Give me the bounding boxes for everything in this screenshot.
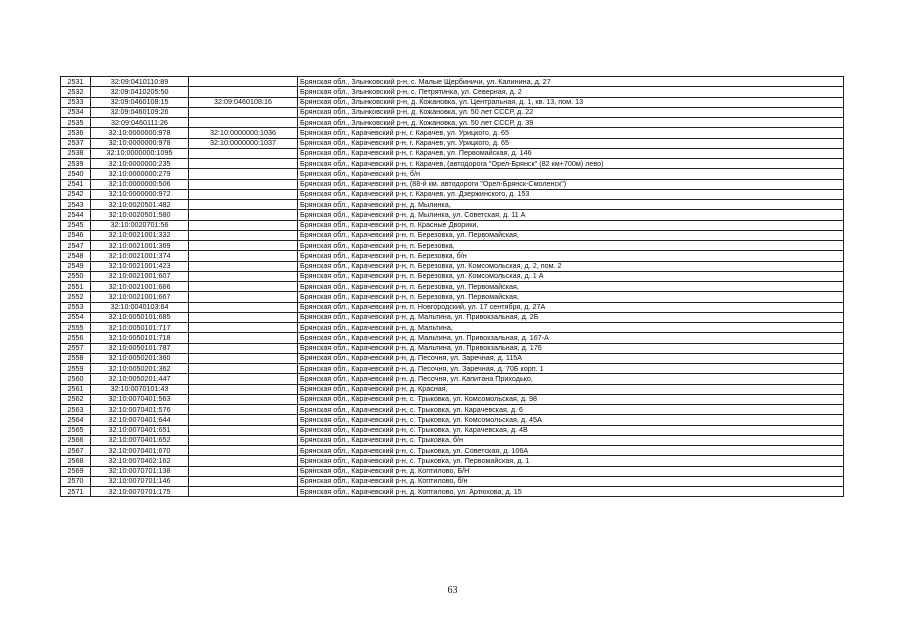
table-row: [61, 97, 844, 107]
row-number-cell: 2567: [61, 446, 91, 456]
table-row: [61, 261, 844, 271]
row-number-cell: 2565: [61, 425, 91, 435]
address-cell: Брянская обл., Карачевский р-н, (88-й км. автодороги "Орел-Брянск-Смоленск"): [298, 179, 844, 189]
cadastral-number-cell: 32:10:0040103:64: [91, 302, 189, 312]
cadastral-number-cell: 32:10:0050101:718: [91, 333, 189, 343]
cadastral-number-cell: 32:10:0050101:717: [91, 323, 189, 333]
cadastral-number-cell: 32:10:0021001:607: [91, 271, 189, 281]
table-row: [61, 323, 844, 333]
parent-cadastral-number-cell: [189, 394, 298, 404]
table-row: [61, 200, 844, 210]
address-cell: Брянская обл., Карачевский р-н, д. Мылинка, ул. Советская, д. 11 А: [298, 210, 844, 220]
address-cell: Брянская обл., Карачевский р-н, с. Трыковка, б/н: [298, 435, 844, 445]
address-cell: Брянская обл., Злынковский р-н, с. Петрятинка, ул. Северная, д. 2: [298, 87, 844, 97]
address-cell: Брянская обл., Карачевский р-н, с. Трыковка, ул. Комсомольская, д. 98: [298, 394, 844, 404]
cadastral-number-cell: 32:10:0070401:576: [91, 405, 189, 415]
address-cell: Брянская обл., Карачевский р-н, б/н: [298, 169, 844, 179]
row-number-cell: 2552: [61, 292, 91, 302]
address-cell: Брянская обл., Карачевский р-н, г. Карачев, ул. Дзержинского, д. 153: [298, 189, 844, 199]
page-number: 63: [447, 585, 458, 596]
table-row: [61, 77, 844, 87]
address-cell: Брянская обл., Карачевский р-н, п. Березовка, ул. Первомайская,: [298, 230, 844, 240]
parent-cadastral-number-cell: [189, 364, 298, 374]
cadastral-number-cell: 32:10:0021001:369: [91, 241, 189, 251]
cadastral-number-cell: 32:10:0070701:138: [91, 466, 189, 476]
table-row: [61, 466, 844, 476]
cadastral-number-cell: 32:10:0070101:43: [91, 384, 189, 394]
table-row: [61, 394, 844, 404]
row-number-cell: 2553: [61, 302, 91, 312]
cadastral-number-cell: 32:10:0070402:162: [91, 456, 189, 466]
parent-cadastral-number-cell: 32:09:0460108:16: [189, 97, 298, 107]
address-cell: Брянская обл., Злынковский р-н, д. Кожановка, ул. 50 лет СССР, д. 39: [298, 118, 844, 128]
cadastral-number-cell: 32:09:0460109:26: [91, 107, 189, 117]
row-number-cell: 2546: [61, 230, 91, 240]
parent-cadastral-number-cell: [189, 353, 298, 363]
property-register-table: [60, 76, 844, 497]
parent-cadastral-number-cell: [189, 118, 298, 128]
table-row: [61, 230, 844, 240]
address-cell: Брянская обл., Карачевский р-н, п. Березовка, ул. Первомайская,: [298, 292, 844, 302]
row-number-cell: 2554: [61, 312, 91, 322]
row-number-cell: 2545: [61, 220, 91, 230]
address-cell: Брянская обл., Карачевский р-н, д. Песочня, ул. Капитана Приходько,: [298, 374, 844, 384]
row-number-cell: 2543: [61, 200, 91, 210]
row-number-cell: 2569: [61, 466, 91, 476]
row-number-cell: 2564: [61, 415, 91, 425]
parent-cadastral-number-cell: [189, 220, 298, 230]
address-cell: Брянская обл., Злынковский р-н, д. Кожановка, ул. Центральная, д. 1, кв. 13, пом. 13: [298, 97, 844, 107]
cadastral-number-cell: 32:10:0070401:644: [91, 415, 189, 425]
cadastral-number-cell: 32:10:0050201:360: [91, 353, 189, 363]
address-cell: Брянская обл., Карачевский р-н, п. Березовка,: [298, 241, 844, 251]
cadastral-number-cell: 32:10:0050201:362: [91, 364, 189, 374]
table-row: [61, 292, 844, 302]
row-number-cell: 2537: [61, 138, 91, 148]
address-cell: Брянская обл., Карачевский р-н, г. Карачев, ул. Первомайская, д. 146: [298, 148, 844, 158]
table-row: [61, 138, 844, 148]
address-cell: Брянская обл., Карачевский р-н, с. Трыковка, ул. Карачевская, д. 6: [298, 405, 844, 415]
cadastral-number-cell: 32:10:0000000:235: [91, 159, 189, 169]
parent-cadastral-number-cell: [189, 107, 298, 117]
row-number-cell: 2571: [61, 487, 91, 497]
parent-cadastral-number-cell: [189, 271, 298, 281]
row-number-cell: 2566: [61, 435, 91, 445]
table-row: [61, 333, 844, 343]
cadastral-number-cell: 32:09:0410205:50: [91, 87, 189, 97]
parent-cadastral-number-cell: [189, 251, 298, 261]
parent-cadastral-number-cell: [189, 476, 298, 486]
cadastral-number-cell: 32:10:0070701:146: [91, 476, 189, 486]
address-cell: Брянская обл., Карачевский р-н, д. Мальтина,: [298, 323, 844, 333]
table-row: [61, 405, 844, 415]
row-number-cell: 2559: [61, 364, 91, 374]
address-cell: Брянская обл., Карачевский р-н, г. Карачев, (автодорога "Орел-Брянск" (82 км+700м) лево): [298, 159, 844, 169]
table-row: [61, 446, 844, 456]
cadastral-number-cell: 32:10:0000000:978: [91, 128, 189, 138]
table-row: [61, 118, 844, 128]
cadastral-number-cell: 32:10:0000000:279: [91, 169, 189, 179]
table-row: [61, 425, 844, 435]
parent-cadastral-number-cell: [189, 343, 298, 353]
cadastral-number-cell: 32:10:0050201:447: [91, 374, 189, 384]
table-row: [61, 435, 844, 445]
row-number-cell: 2542: [61, 189, 91, 199]
parent-cadastral-number-cell: [189, 312, 298, 322]
table-row: [61, 169, 844, 179]
address-cell: Брянская обл., Карачевский р-н, п. Березовка, ул. Комсомольская, д. 1 А: [298, 271, 844, 281]
address-cell: Брянская обл., Злынковский р-н, с. Малые Щербиничи, ул. Калинина, д. 27: [298, 77, 844, 87]
table-row: [61, 374, 844, 384]
parent-cadastral-number-cell: [189, 435, 298, 445]
table-row: [61, 343, 844, 353]
address-cell: Брянская обл., Карачевский р-н, д. Мальтина, ул. Привокзальная, д. 176: [298, 343, 844, 353]
cadastral-number-cell: 32:10:0020501:482: [91, 200, 189, 210]
cadastral-number-cell: 32:10:0070401:651: [91, 425, 189, 435]
row-number-cell: 2570: [61, 476, 91, 486]
row-number-cell: 2558: [61, 353, 91, 363]
parent-cadastral-number-cell: [189, 261, 298, 271]
parent-cadastral-number-cell: [189, 241, 298, 251]
row-number-cell: 2544: [61, 210, 91, 220]
address-cell: Брянская обл., Карачевский р-н, п. Березовка, ул. Комсомольская, д. 2, пом. 2: [298, 261, 844, 271]
address-cell: Брянская обл., Карачевский р-н, д. Песочня, ул. Заречная, д. 115А: [298, 353, 844, 363]
cadastral-number-cell: 32:10:0070701:175: [91, 487, 189, 497]
parent-cadastral-number-cell: [189, 384, 298, 394]
parent-cadastral-number-cell: [189, 230, 298, 240]
address-cell: Брянская обл., Карачевский р-н, д. Мальтина, ул. Привокзальная, д. 2Б: [298, 312, 844, 322]
cadastral-number-cell: 32:10:0000000:972: [91, 189, 189, 199]
table-body: [61, 77, 844, 497]
address-cell: Брянская обл., Карачевский р-н, с. Трыковка, ул. Карачевская, д. 4В: [298, 425, 844, 435]
row-number-cell: 2563: [61, 405, 91, 415]
table-row: [61, 128, 844, 138]
parent-cadastral-number-cell: [189, 466, 298, 476]
parent-cadastral-number-cell: [189, 456, 298, 466]
table-row: [61, 210, 844, 220]
parent-cadastral-number-cell: [189, 179, 298, 189]
address-cell: Брянская обл., Карачевский р-н, д. Красная,: [298, 384, 844, 394]
cadastral-number-cell: 32:10:0070401:652: [91, 435, 189, 445]
table-row: [61, 220, 844, 230]
address-cell: Брянская обл., Карачевский р-н, д. Коптилово, б/н: [298, 476, 844, 486]
table-row: [61, 271, 844, 281]
table-row: [61, 159, 844, 169]
address-cell: Брянская обл., Карачевский р-н, с. Трыковка, ул. Советская, д. 106А: [298, 446, 844, 456]
address-cell: Брянская обл., Злынковский р-н, д. Кожановка, ул. 50 лет СССР, д. 22: [298, 107, 844, 117]
row-number-cell: 2550: [61, 271, 91, 281]
address-cell: Брянская обл., Карачевский р-н, г. Карачев, ул. Урицкого, д. 65: [298, 128, 844, 138]
parent-cadastral-number-cell: [189, 374, 298, 384]
address-cell: Брянская обл., Карачевский р-н, п. Березовка, б/н: [298, 251, 844, 261]
address-cell: Брянская обл., Карачевский р-н, д. Коптилово, ул. Артюхова, д. 15: [298, 487, 844, 497]
table-row: [61, 456, 844, 466]
row-number-cell: 2562: [61, 394, 91, 404]
row-number-cell: 2561: [61, 384, 91, 394]
parent-cadastral-number-cell: [189, 159, 298, 169]
parent-cadastral-number-cell: [189, 282, 298, 292]
cadastral-number-cell: 32:10:0020501:580: [91, 210, 189, 220]
parent-cadastral-number-cell: [189, 323, 298, 333]
row-number-cell: 2549: [61, 261, 91, 271]
row-number-cell: 2548: [61, 251, 91, 261]
row-number-cell: 2538: [61, 148, 91, 158]
table-row: [61, 148, 844, 158]
cadastral-number-cell: 32:10:0070401:670: [91, 446, 189, 456]
table-row: [61, 415, 844, 425]
row-number-cell: 2557: [61, 343, 91, 353]
row-number-cell: 2531: [61, 77, 91, 87]
cadastral-number-cell: 32:10:0000000:1095: [91, 148, 189, 158]
parent-cadastral-number-cell: 32:10:0000000:1036: [189, 128, 298, 138]
cadastral-number-cell: 32:10:0021001:374: [91, 251, 189, 261]
table-row: [61, 87, 844, 97]
table-row: [61, 107, 844, 117]
parent-cadastral-number-cell: [189, 87, 298, 97]
row-number-cell: 2547: [61, 241, 91, 251]
table-row: [61, 179, 844, 189]
row-number-cell: 2539: [61, 159, 91, 169]
parent-cadastral-number-cell: [189, 210, 298, 220]
row-number-cell: 2536: [61, 128, 91, 138]
table-row: [61, 302, 844, 312]
parent-cadastral-number-cell: [189, 200, 298, 210]
cadastral-number-cell: 32:10:0021001:332: [91, 230, 189, 240]
cadastral-number-cell: 32:09:0460111:26: [91, 118, 189, 128]
cadastral-number-cell: 32:10:0000000:506: [91, 179, 189, 189]
cadastral-number-cell: 32:09:0460108:15: [91, 97, 189, 107]
parent-cadastral-number-cell: [189, 169, 298, 179]
address-cell: Брянская обл., Карачевский р-н, с. Трыковка, ул. Комсомольская, д. 45А: [298, 415, 844, 425]
cadastral-number-cell: 32:09:0410110:89: [91, 77, 189, 87]
row-number-cell: 2560: [61, 374, 91, 384]
parent-cadastral-number-cell: [189, 333, 298, 343]
cadastral-number-cell: 32:10:0000000:978: [91, 138, 189, 148]
table-row: [61, 364, 844, 374]
table-row: [61, 282, 844, 292]
parent-cadastral-number-cell: [189, 446, 298, 456]
address-cell: Брянская обл., Карачевский р-н, г. Карачев, ул. Урицкого, д. 65: [298, 138, 844, 148]
table-row: [61, 487, 844, 497]
table-row: [61, 251, 844, 261]
row-number-cell: 2533: [61, 97, 91, 107]
parent-cadastral-number-cell: [189, 487, 298, 497]
cadastral-number-cell: 32:10:0070401:563: [91, 394, 189, 404]
parent-cadastral-number-cell: [189, 148, 298, 158]
table-row: [61, 353, 844, 363]
cadastral-number-cell: 32:10:0021001:423: [91, 261, 189, 271]
cadastral-number-cell: 32:10:0021001:667: [91, 292, 189, 302]
cadastral-number-cell: 32:10:0050101:685: [91, 312, 189, 322]
address-cell: Брянская обл., Карачевский р-н, д. Мылинка,: [298, 200, 844, 210]
parent-cadastral-number-cell: [189, 302, 298, 312]
row-number-cell: 2555: [61, 323, 91, 333]
row-number-cell: 2556: [61, 333, 91, 343]
row-number-cell: 2541: [61, 179, 91, 189]
cadastral-number-cell: 32:10:0021001:666: [91, 282, 189, 292]
row-number-cell: 2540: [61, 169, 91, 179]
address-cell: Брянская обл., Карачевский р-н, д. Коптилово, Б/Н: [298, 466, 844, 476]
table-row: [61, 476, 844, 486]
row-number-cell: 2568: [61, 456, 91, 466]
parent-cadastral-number-cell: [189, 425, 298, 435]
parent-cadastral-number-cell: [189, 292, 298, 302]
parent-cadastral-number-cell: [189, 189, 298, 199]
parent-cadastral-number-cell: 32:10:0000000:1037: [189, 138, 298, 148]
table-row: [61, 189, 844, 199]
parent-cadastral-number-cell: [189, 405, 298, 415]
row-number-cell: 2535: [61, 118, 91, 128]
address-cell: Брянская обл., Карачевский р-н, д. Песочня, ул. Заречная, д. 70Б корп. 1: [298, 364, 844, 374]
table-row: [61, 241, 844, 251]
address-cell: Брянская обл., Карачевский р-н, д. Мальтина, ул. Привокзальная, д. 167-А: [298, 333, 844, 343]
address-cell: Брянская обл., Карачевский р-н, п. Красные Дворики,: [298, 220, 844, 230]
address-cell: Брянская обл., Карачевский р-н, п. Березовка, ул. Первомайская,: [298, 282, 844, 292]
address-cell: Брянская обл., Карачевский р-н, п. Новгородский, ул. 17 сентября, д. 27А: [298, 302, 844, 312]
address-cell: Брянская обл., Карачевский р-н, с. Трыковка, ул. Первомайская, д. 1: [298, 456, 844, 466]
row-number-cell: 2532: [61, 87, 91, 97]
parent-cadastral-number-cell: [189, 415, 298, 425]
cadastral-number-cell: 32:10:0020701:56: [91, 220, 189, 230]
table-row: [61, 312, 844, 322]
cadastral-number-cell: 32:10:0050101:787: [91, 343, 189, 353]
row-number-cell: 2534: [61, 107, 91, 117]
table-row: [61, 384, 844, 394]
row-number-cell: 2551: [61, 282, 91, 292]
parent-cadastral-number-cell: [189, 77, 298, 87]
